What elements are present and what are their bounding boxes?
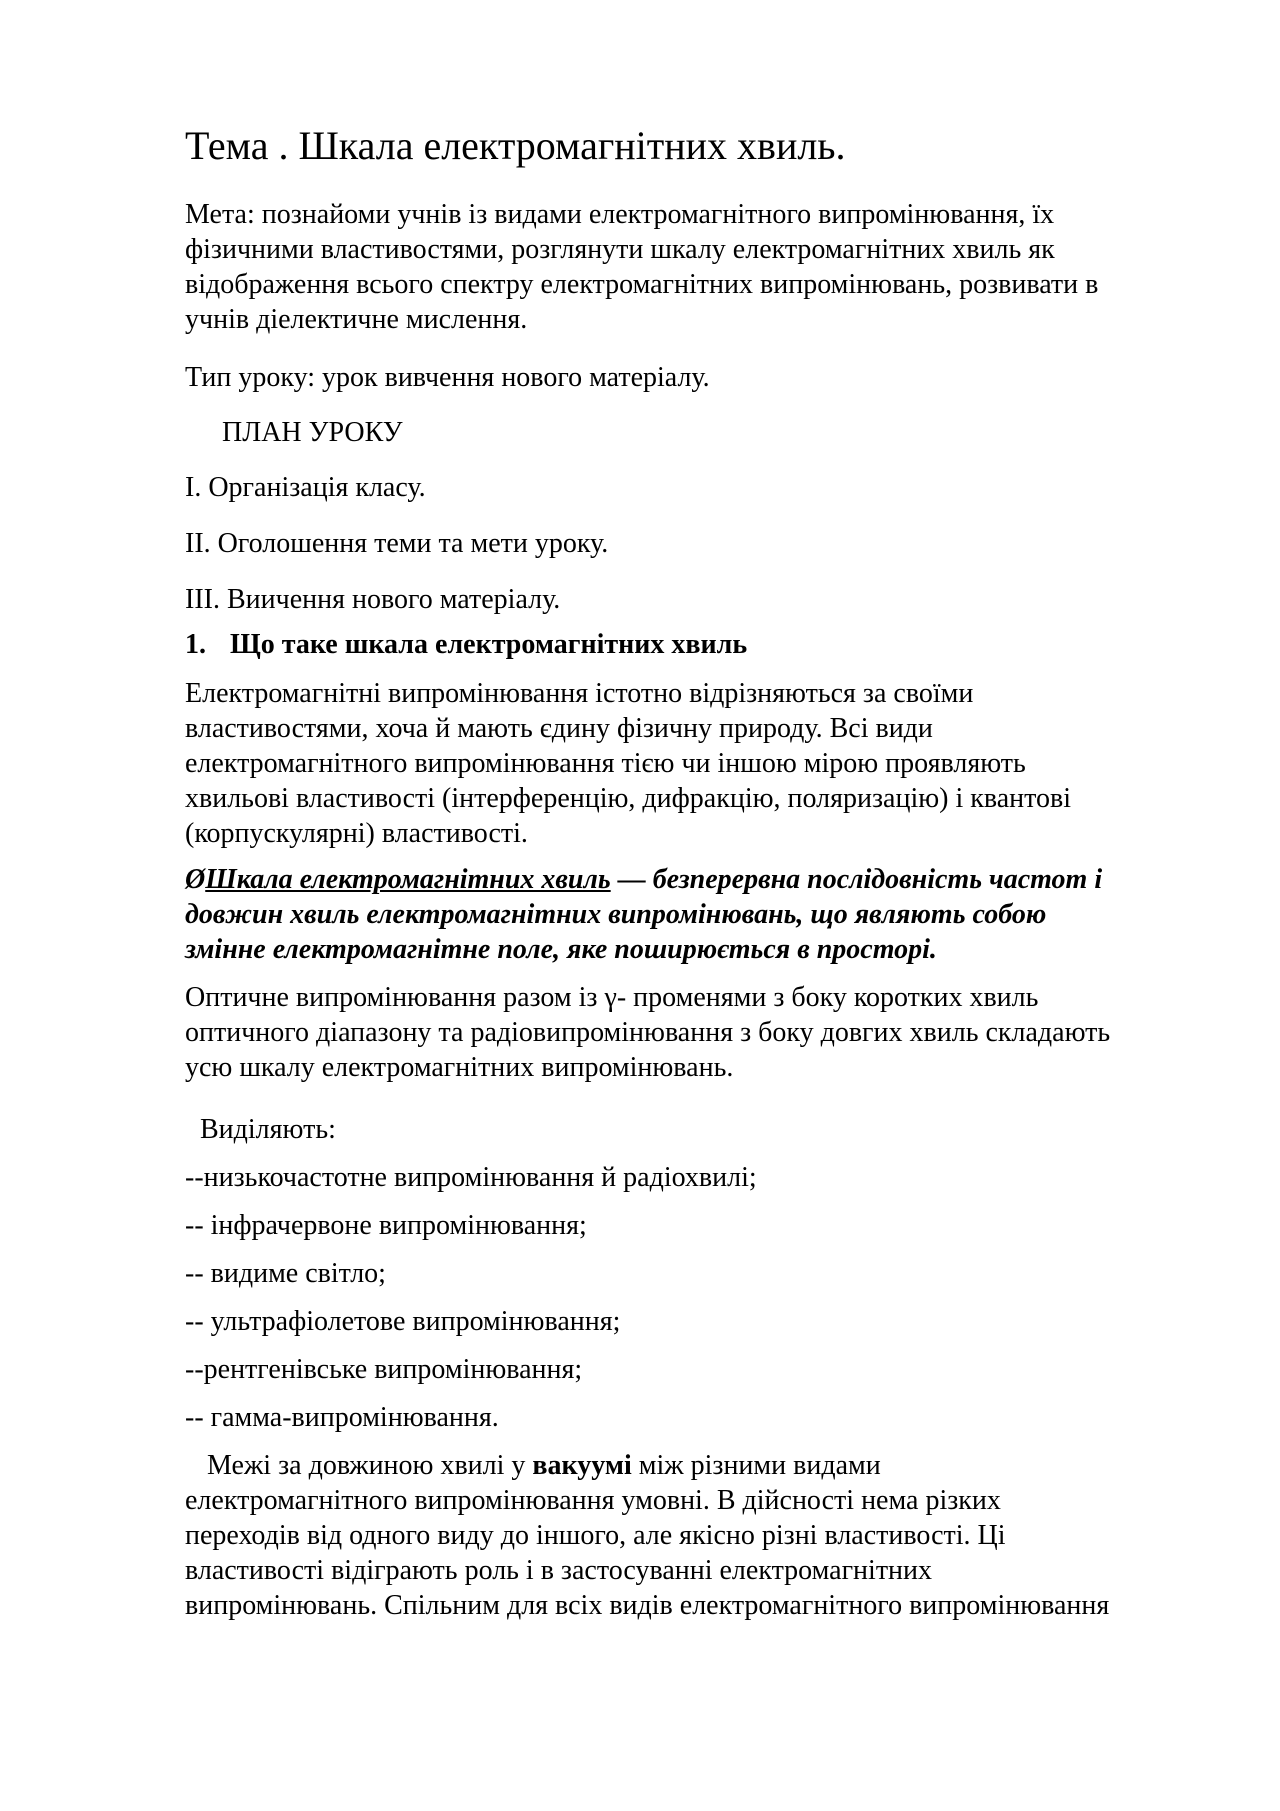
definition-text: — безперервна послідовність частот і xyxy=(610,864,1103,895)
optic-paragraph xyxy=(185,980,1185,1085)
boundaries-line: властивості відіграють роль і в застосуванні електромагнітних xyxy=(185,1555,933,1586)
definition-text: змінне електромагнітне поле, яке поширюється в просторі. xyxy=(185,934,937,965)
section-heading xyxy=(185,627,1185,662)
type-item: -- гамма-випромінювання. xyxy=(185,1402,499,1433)
optic-line: Оптичне випромінювання разом із γ- променями з боку коротких хвиль xyxy=(185,982,1039,1013)
goal-line: Мета: познайоми учнів із видами електромагнітного випромінювання, їх xyxy=(185,199,1055,230)
intro-line: Електромагнітні випромінювання істотно відрізняються за своїми xyxy=(185,678,974,709)
boundaries-bold-term: вакуумі xyxy=(532,1450,632,1481)
intro-line: властивостями, хоча й мають єдину фізичну природу. Всі види xyxy=(185,713,933,744)
intro-paragraph xyxy=(185,676,1185,851)
page-title: Тема . Шкала електромагнітних хвиль. xyxy=(185,123,846,168)
boundaries-line: електромагнітного випромінювання умовні. В дійсності нема різких xyxy=(185,1485,1001,1516)
section-number: 1. xyxy=(185,629,206,660)
boundaries-line: переходів від одного виду до іншого, але якісно різні властивості. Ці xyxy=(185,1520,1006,1551)
type-item: -- видиме світло; xyxy=(185,1258,386,1289)
intro-line: (корпускулярні) властивості. xyxy=(185,818,528,849)
bullet-icon: Ø xyxy=(185,864,206,895)
boundaries-line: випромінювань. Спільним для всіх видів електромагнітного випромінювання xyxy=(185,1590,1110,1621)
type-item: --низькочастотне випромінювання й радіохвилі; xyxy=(185,1162,757,1193)
plan-item: I. Організація класу. xyxy=(185,472,426,503)
goal-line: фізичними властивостями, розглянути шкалу електромагнітних хвиль як xyxy=(185,234,1055,265)
type-item: -- інфрачервоне випромінювання; xyxy=(185,1210,587,1241)
type-item: --рентгенівське випромінювання; xyxy=(185,1354,583,1385)
definition-paragraph xyxy=(185,862,1185,967)
plan-heading: ПЛАН УРОКУ xyxy=(222,417,403,448)
goal-paragraph xyxy=(185,197,1185,337)
boundaries-paragraph xyxy=(185,1448,1185,1623)
type-item: -- ультрафіолетове випромінювання; xyxy=(185,1306,621,1337)
optic-line: оптичного діапазону та радіовипромінювання з боку довгих хвиль складають xyxy=(185,1017,1111,1048)
intro-line: електромагнітного випромінювання тією чи іншою мірою проявляють xyxy=(185,748,1026,779)
boundaries-text: між різними видами xyxy=(631,1450,881,1481)
section-title: Що таке шкала електромагнітних хвиль xyxy=(230,629,748,660)
definition-term: Шкала електромагнітних хвиль xyxy=(205,864,611,895)
distinguish-label: Виділяють: xyxy=(200,1114,336,1145)
plan-item: II. Оголошення теми та мети уроку. xyxy=(185,528,609,559)
goal-line: учнів діелектичне мислення. xyxy=(185,304,528,335)
boundaries-text: Межі за довжиною хвилі у xyxy=(207,1450,533,1481)
plan-item: III. Виичення нового матеріалу. xyxy=(185,584,561,615)
intro-line: хвильові властивості (інтерференцію, дифракцію, поляризацію) і квантові xyxy=(185,783,1071,814)
lesson-type: Тип уроку: урок вивчення нового матеріалу. xyxy=(185,362,710,393)
goal-line: відображення всього спектру електромагнітних випромінювань, розвивати в xyxy=(185,269,1099,300)
optic-line: усю шкалу електромагнітних випромінювань. xyxy=(185,1052,734,1083)
definition-text: довжин хвиль електромагнітних випромінювань, що являють собою xyxy=(185,899,1047,930)
